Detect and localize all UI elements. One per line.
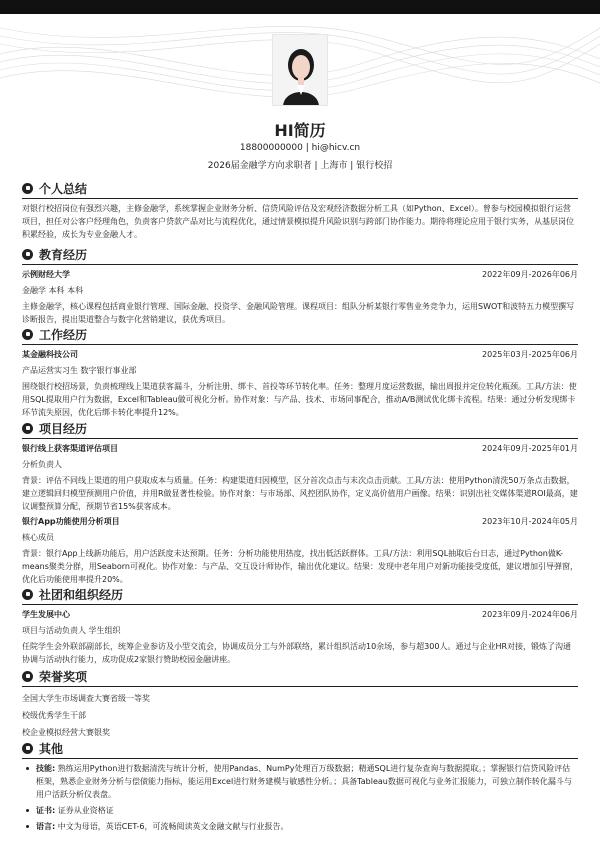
project-role: 分析负责人	[22, 460, 62, 469]
section-divider	[22, 264, 578, 265]
section-title: 教育经历	[39, 247, 88, 262]
education-date: 2022年09月-2026年06月	[482, 270, 578, 279]
section-divider	[22, 344, 578, 345]
education-major: 金融学 本科 本科	[22, 286, 84, 295]
section-title: 项目经历	[39, 421, 88, 436]
language-item: 语言: 中文为母语，英语CET-6，可流畅阅读英文金融文献与行业报告。	[22, 820, 578, 833]
project-name: 银行线上获客渠道评估项目	[22, 444, 118, 453]
campus-text: 任院学生会外联部副部长，统筹企业参访及小型交流会，协调成员分工与外部联络，累计组织活动10余场，参与超300人。通过与企业HR对接，锻炼了沟通协调与活动执行能力，成功促成2家银行赞助校园金融讲座。	[22, 642, 572, 664]
summary-text: 对银行校招岗位有强烈兴趣，主修金融学，系统掌握企业财务分析、信贷风险评估及宏观经济数据分析工具（如Python、Excel）。曾参与校园模拟银行运营项目，担任对公客户经理角色，负责客户贷款产品对比与流程优化，通过情景模拟提升风险识别与跨部门协作能力。期待将理论应用于银行实务，从基层岗位积累经验，成长为专业金融人才。	[22, 204, 574, 239]
section-bullet-icon	[22, 671, 33, 682]
section-title: 荣誉奖项	[39, 669, 88, 684]
skills-item: 技能: 熟练运用Python进行数据清洗与统计分析，使用Pandas、NumPy处理百万级数据；精通SQL进行复杂查询与数据提取。；掌握银行信贷风险评估框架，熟悉企业财务分析与偿债能力指标，能运用Excel进行财务建模与敏感性分析。；具备Tableau数据可视化与业务汇报能力，可独立制作转化漏斗与用户活跃分析仪表盘。	[22, 762, 578, 801]
others-list	[22, 762, 578, 833]
work-text: 围绕银行校招场景，负责梳理线上渠道获客漏斗，分析注册、绑卡、首投等环节转化率。任务：整理月度运营数据，输出周报并定位转化瓶颈。工具/方法：使用SQL提取用户行为数据，Excel和Tableau做可视化分析。协作对象：与产品、技术、市场同事配合，推动A/B测试优化绑卡流程。结果：通过分析发现绑卡环节流失原因，优化后绑卡转化率提升12%。	[22, 382, 577, 417]
profile-photo	[272, 34, 328, 106]
contact-info: 18800000000 | hi@hicv.cn	[239, 143, 361, 153]
work-role: 产品运营实习生 数字银行事业部	[22, 366, 137, 375]
section-title: 工作经历	[39, 327, 88, 342]
summary-section	[22, 180, 578, 241]
honors-section	[22, 668, 578, 739]
candidate-name: HI简历	[274, 121, 326, 140]
work-date: 2025年03月-2025年06月	[482, 350, 578, 359]
section-bullet-icon	[22, 743, 33, 754]
certificate-item: 证书: 证券从业资格证	[22, 804, 578, 817]
section-title: 社团和组织经历	[39, 587, 124, 602]
others-section	[22, 740, 578, 833]
section-bullet-icon	[22, 183, 33, 194]
honor-item: 全国大学生市场调查大赛省级一等奖	[22, 694, 150, 703]
campus-section	[22, 586, 578, 666]
section-divider	[22, 198, 578, 199]
education-section	[22, 246, 578, 326]
section-title: 其他	[39, 741, 64, 756]
section-bullet-icon	[22, 329, 33, 340]
project-text: 背景：银行App上线新功能后，用户活跃度未达预期。任务：分析功能使用热度，找出低活跃群体。工具/方法：利用SQL抽取后台日志，通过Python做K-means聚类分群，用Seaborn可视化。协作对象：与产品、交互设计师协作，输出优化建议。结果：发现中老年用户对新功能接受度低，建议增加引导弹窗，优化后功能使用率提升20%。	[22, 549, 578, 584]
project-text: 背景：评估不同线上渠道的用户获取成本与质量。任务：构建渠道归因模型，区分首次点击与末次点击贡献。工具/方法：使用Python清洗50万条点击数据，建立逻辑回归模型预测用户价值，并用R做显著性检验。协作对象：与市场部、风控团队协作，定义高价值用户画像。结果：识别出社交媒体渠道ROI最高，建议调整预算分配，预期节省15%获客成本。	[22, 476, 578, 511]
job-intent: 2026届金融学方向求职者 | 上海市 | 银行校招	[207, 161, 393, 171]
project-role: 核心成员	[22, 533, 54, 542]
section-divider	[22, 438, 578, 439]
project-date: 2024年09月-2025年01月	[482, 444, 578, 453]
education-text: 主修金融学，核心课程包括商业银行管理、国际金融、投资学、金融风险管理。课程项目：组队分析某银行零售业务竞争力，运用SWOT和波特五力模型撰写诊断报告，提出渠道整合与数字化营销建议，获优秀项目。	[22, 302, 575, 324]
project-date: 2023年10月-2024年05月	[482, 517, 578, 526]
section-bullet-icon	[22, 423, 33, 434]
projects-section	[22, 420, 578, 586]
section-divider	[22, 758, 578, 759]
campus-role: 项目与活动负责人 学生组织	[22, 626, 121, 635]
org-name: 学生发展中心	[22, 610, 70, 619]
top-bar	[0, 0, 600, 14]
campus-date: 2023年09月-2024年06月	[482, 610, 578, 619]
project-name: 银行App功能使用分析项目	[22, 517, 120, 526]
section-bullet-icon	[22, 589, 33, 600]
section-bullet-icon	[22, 249, 33, 260]
school-name: 示例财经大学	[22, 270, 70, 279]
section-title: 个人总结	[39, 181, 88, 196]
company-name: 某金融科技公司	[22, 350, 78, 359]
honor-item: 校企业模拟经营大赛银奖	[22, 728, 110, 737]
work-section	[22, 326, 578, 419]
section-divider	[22, 604, 578, 605]
section-divider	[22, 686, 578, 687]
honor-item: 校级优秀学生干部	[22, 711, 86, 720]
